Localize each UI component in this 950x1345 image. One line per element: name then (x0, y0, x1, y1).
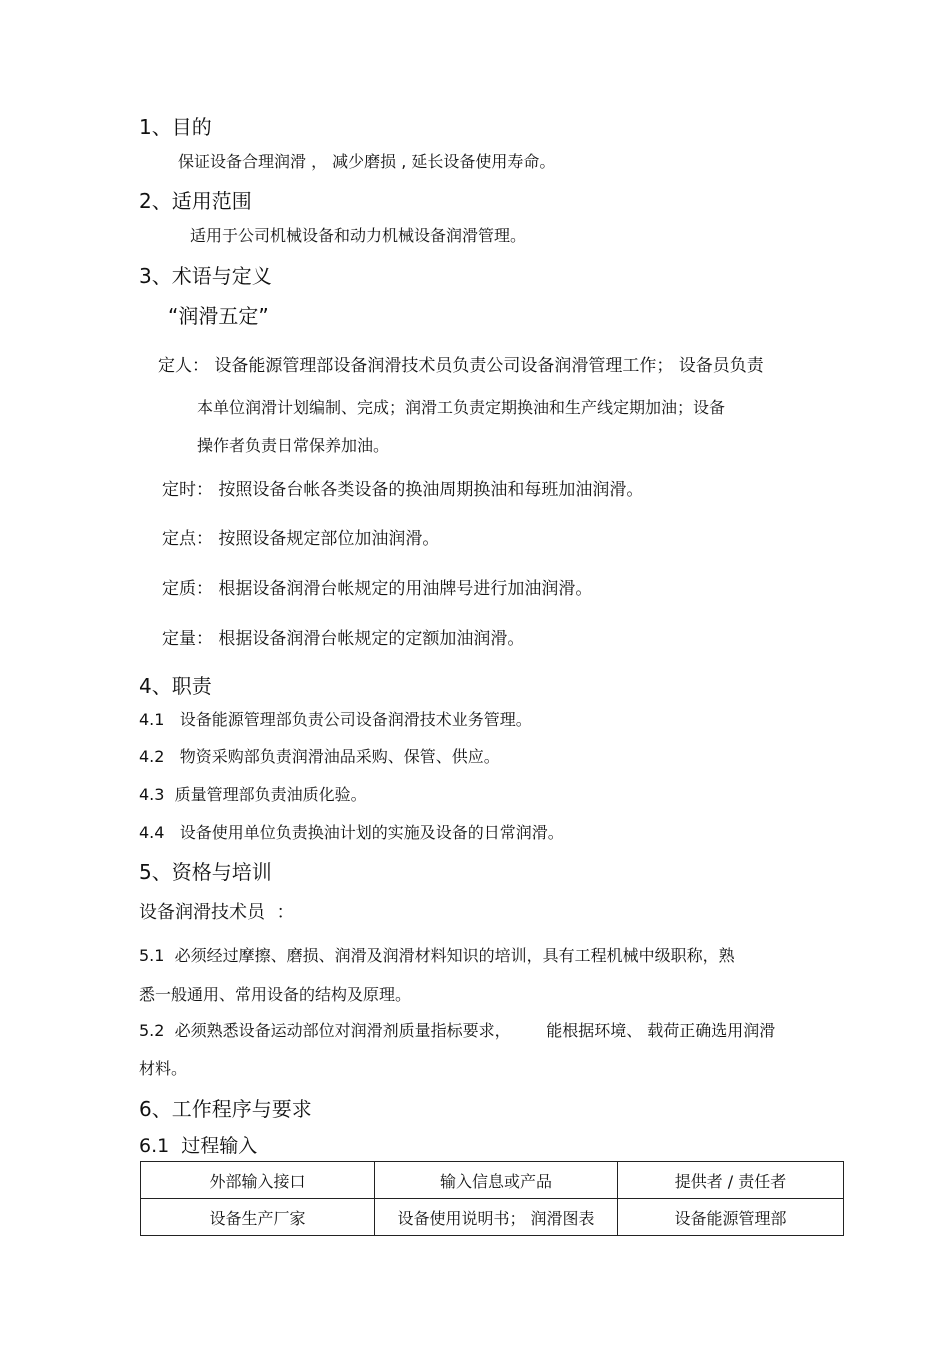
table-cell: 设备使用说明书； 润滑图表 (375, 1199, 618, 1236)
section-1-text: 保证设备合理润滑 ， 减少磨损 , 延长设备使用寿命。 (178, 152, 556, 171)
section-6-heading: 6、工作程序与要求 (139, 1097, 312, 1121)
table-cell: 设备生产厂家 (141, 1199, 375, 1236)
section-5-item-2b: 材料。 (139, 1059, 188, 1078)
ding-ren-line-1: 定人： 设备能源管理部设备润滑技术员负责公司设备润滑管理工作； 设备员负责 (158, 356, 764, 376)
table-header-cell: 输入信息或产品 (375, 1162, 618, 1199)
section-5-sub: 设备润滑技术员 ： (139, 902, 295, 923)
section-4-item-2: 4.2 物资采购部负责润滑油品采购、保管、供应。 (139, 747, 500, 766)
section-5-item-1b: 悉一般通用、常用设备的结构及原理。 (139, 985, 412, 1004)
section-4-item-1: 4.1 设备能源管理部负责公司设备润滑技术业务管理。 (139, 710, 532, 729)
section-5-heading: 5、资格与培训 (139, 860, 272, 884)
section-3-heading: 3、术语与定义 (139, 264, 272, 288)
section-1-heading: 1、目的 (139, 115, 212, 139)
process-input-table (140, 1161, 844, 1236)
table-row (141, 1199, 844, 1236)
section-3-quote: “润滑五定” (168, 304, 269, 328)
ding-dian: 定点： 按照设备规定部位加油润滑。 (162, 529, 440, 549)
table-header-row (141, 1162, 844, 1199)
section-5-item-2a: 5.2 必须熟悉设备运动部位对润滑剂质量指标要求， 能根据环境、 载荷正确选用润滑 (139, 1021, 776, 1040)
table-cell: 设备能源管理部 (618, 1199, 844, 1236)
section-2-text: 适用于公司机械设备和动力机械设备润滑管理。 (190, 226, 527, 245)
table-header-cell: 提供者 / 责任者 (618, 1162, 844, 1199)
ding-zhi: 定质： 根据设备润滑台帐规定的用油牌号进行加油润滑。 (162, 579, 593, 599)
section-4-item-3: 4.3 质量管理部负责油质化验。 (139, 785, 367, 804)
ding-ren-line-2: 本单位润滑计划编制、完成；润滑工负责定期换油和生产线定期加油；设备 (197, 398, 726, 417)
section-2-heading: 2、适用范围 (139, 189, 252, 213)
section-4-item-4: 4.4 设备使用单位负责换油计划的实施及设备的日常润滑。 (139, 823, 564, 842)
section-4-heading: 4、职责 (139, 674, 212, 698)
ding-shi: 定时： 按照设备台帐各类设备的换油周期换油和每班加油润滑。 (162, 480, 644, 500)
table-header-cell: 外部输入接口 (141, 1162, 375, 1199)
section-6-sub: 6.1 过程输入 (139, 1135, 258, 1157)
ding-ren-line-3: 操作者负责日常保养加油。 (197, 436, 390, 455)
ding-liang: 定量： 根据设备润滑台帐规定的定额加油润滑。 (162, 629, 525, 649)
section-5-item-1a: 5.1 必须经过摩擦、磨损、润滑及润滑材料知识的培训，具有工程机械中级职称，熟 (139, 946, 735, 965)
